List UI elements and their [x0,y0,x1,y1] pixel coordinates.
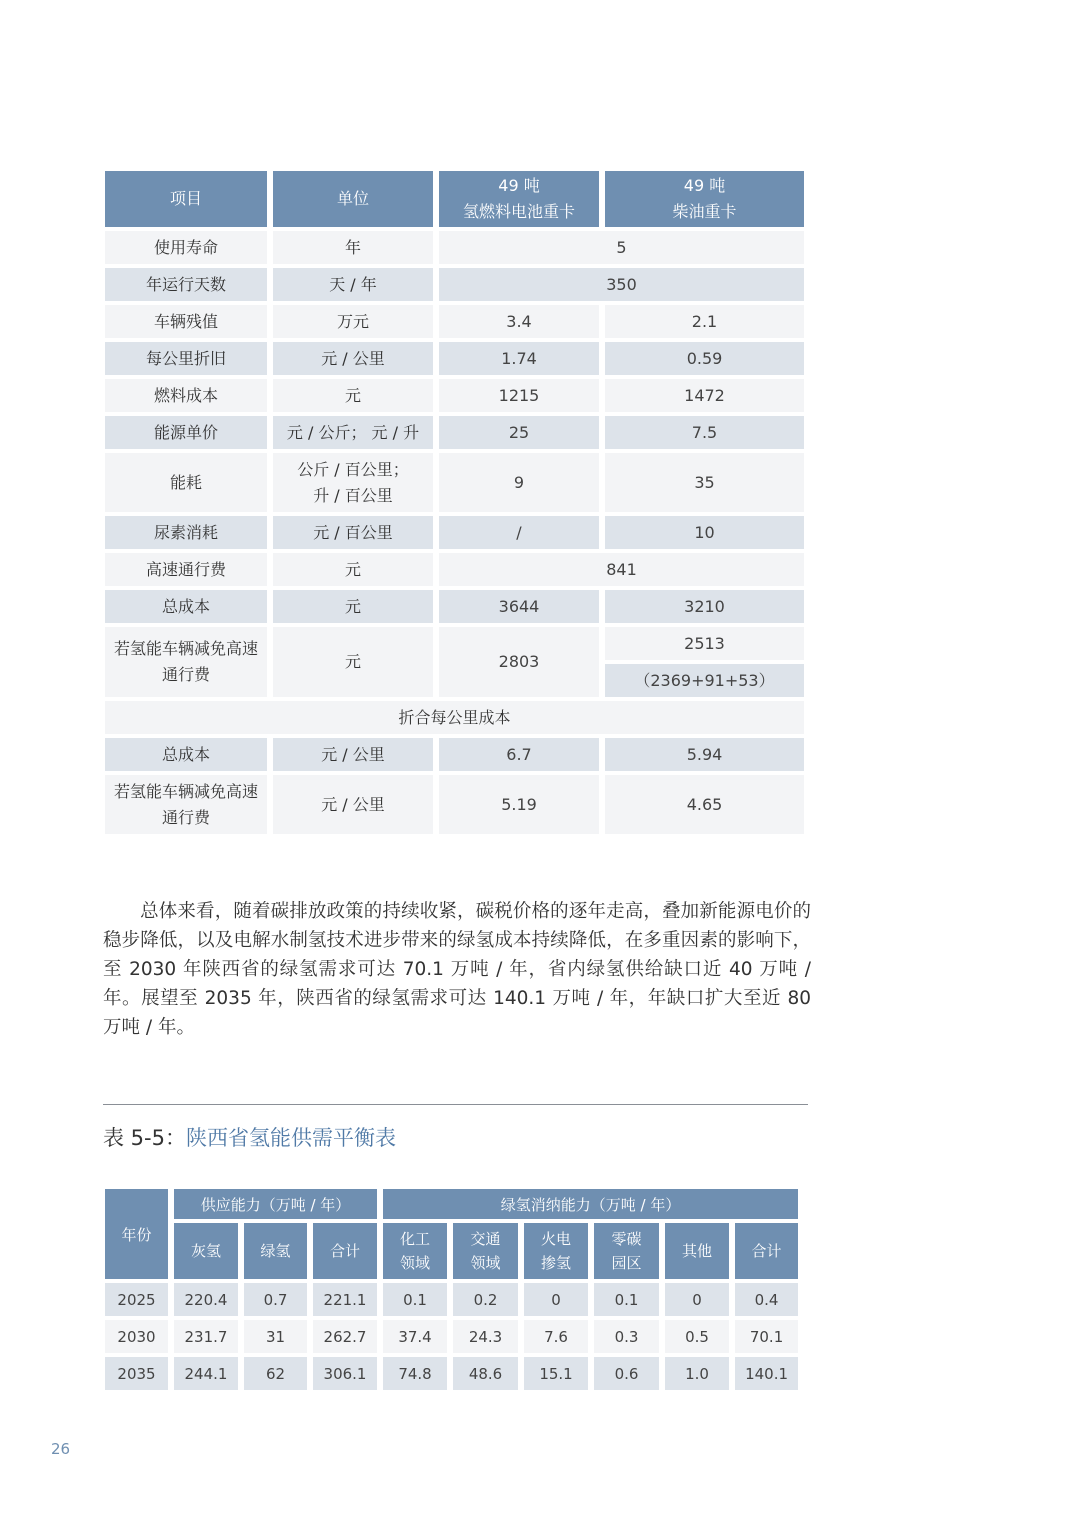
row-diesel-value: 2.1 [605,305,804,338]
cell: 140.1 [735,1357,798,1390]
table-row [105,738,804,771]
header-demand-total: 合计 [735,1223,798,1279]
header-diesel-truck: 49 吨 柴油重卡 [605,171,804,227]
header-chemical: 化工 领域 [383,1223,447,1279]
caption-number: 表 5-5： [103,1126,186,1150]
row-shared-value: 5 [439,231,804,264]
cell: 2030 [105,1320,168,1353]
cell: 0.5 [665,1320,729,1353]
row-unit: 元 / 百公里 [273,516,433,549]
table-caption [103,1122,396,1152]
row-shared-value: 841 [439,553,804,586]
cell: 221.1 [313,1283,377,1316]
header-grey-hydrogen: 灰氢 [174,1223,238,1279]
row-unit: 元 [273,627,433,697]
table-header-row [105,1189,798,1219]
table-row [105,1283,798,1316]
row-item: 若氢能车辆减免高速 通行费 [105,775,267,834]
header-item: 项目 [105,171,267,227]
row-diesel-note: （2369+91+53） [605,664,804,697]
row-item: 能源单价 [105,416,267,449]
header-green-hydrogen: 绿氢 [244,1223,307,1279]
row-item: 若氢能车辆减免高速 通行费 [105,627,267,697]
cell: 0.3 [594,1320,659,1353]
divider [103,1104,808,1105]
header-demand: 绿氢消纳能力（万吨 / 年） [383,1189,798,1219]
row-item: 燃料成本 [105,379,267,412]
row-item: 总成本 [105,738,267,771]
row-diesel-value: 35 [605,453,804,512]
row-shared-value: 350 [439,268,804,301]
page-number: 26 [51,1440,71,1458]
table-row [105,453,804,512]
row-diesel-value: 0.59 [605,342,804,375]
cell: 1.0 [665,1357,729,1390]
table-row [105,516,804,549]
table-row [105,1357,798,1390]
table-header-row [105,171,804,227]
cell: 48.6 [453,1357,518,1390]
row-unit: 元 / 公里 [273,342,433,375]
row-diesel-value: 3210 [605,590,804,623]
row-diesel-value: 4.65 [605,775,804,834]
table-row [105,590,804,623]
table-row [105,553,804,586]
row-unit: 元 [273,379,433,412]
cell: 0.7 [244,1283,307,1316]
row-diesel-value: 7.5 [605,416,804,449]
cell: 262.7 [313,1320,377,1353]
table-row [105,775,804,834]
row-item: 每公里折旧 [105,342,267,375]
truck-cost-table [99,167,810,838]
table-row [105,268,804,301]
row-diesel-value: 5.94 [605,738,804,771]
cell: 37.4 [383,1320,447,1353]
table-row [105,379,804,412]
row-hfc-value: 6.7 [439,738,599,771]
cell: 15.1 [524,1357,588,1390]
row-unit: 元 / 公里 [273,775,433,834]
table-row [105,416,804,449]
row-unit: 万元 [273,305,433,338]
cell: 0.6 [594,1357,659,1390]
row-item: 年运行天数 [105,268,267,301]
row-item: 总成本 [105,590,267,623]
row-item: 使用寿命 [105,231,267,264]
cell: 0 [665,1283,729,1316]
row-hfc-value: 3.4 [439,305,599,338]
cell: 0 [524,1283,588,1316]
section-row [105,701,804,734]
row-hfc-value: 2803 [439,627,599,697]
cell: 62 [244,1357,307,1390]
table-row [105,305,804,338]
supply-demand-table [99,1185,804,1394]
header-supply-total: 合计 [313,1223,377,1279]
cell: 244.1 [174,1357,238,1390]
row-unit: 公斤 / 百公里； 升 / 百公里 [273,453,433,512]
header-transport: 交通 领域 [453,1223,518,1279]
row-unit: 天 / 年 [273,268,433,301]
table-subheader-row [105,1223,798,1279]
section-title: 折合每公里成本 [105,701,804,734]
row-hfc-value: 3644 [439,590,599,623]
row-hfc-value: 9 [439,453,599,512]
row-hfc-value: / [439,516,599,549]
header-unit: 单位 [273,171,433,227]
row-diesel-value: 2513 [605,627,804,660]
table-row [105,342,804,375]
table-row [105,231,804,264]
cell: 220.4 [174,1283,238,1316]
row-unit: 元 [273,553,433,586]
row-item: 能耗 [105,453,267,512]
row-unit: 元 [273,590,433,623]
row-unit: 元 / 公斤； 元 / 升 [273,416,433,449]
header-other: 其他 [665,1223,729,1279]
cell: 2025 [105,1283,168,1316]
cell: 231.7 [174,1320,238,1353]
row-hfc-value: 25 [439,416,599,449]
row-hfc-value: 5.19 [439,775,599,834]
cell: 74.8 [383,1357,447,1390]
row-unit: 元 / 公里 [273,738,433,771]
header-year: 年份 [105,1189,168,1279]
caption-title: 陕西省氢能供需平衡表 [185,1126,396,1150]
cell: 24.3 [453,1320,518,1353]
table-row [105,627,804,660]
header-supply: 供应能力（万吨 / 年） [174,1189,377,1219]
row-hfc-value: 1.74 [439,342,599,375]
row-item: 尿素消耗 [105,516,267,549]
cell: 7.6 [524,1320,588,1353]
cell: 0.1 [594,1283,659,1316]
cell: 70.1 [735,1320,798,1353]
row-diesel-value: 10 [605,516,804,549]
cell: 306.1 [313,1357,377,1390]
cell: 31 [244,1320,307,1353]
header-power-blending: 火电 掺氢 [524,1223,588,1279]
cell: 0.2 [453,1283,518,1316]
body-paragraph: 总体来看，随着碳排放政策的持续收紧，碳税价格的逐年走高，叠加新能源电价的稳步降低，以及电解水制氢技术进步带来的绿氢成本持续降低，在多重因素的影响下，至 2030 年陕西省的绿氢需求可达 70.1 万吨 / 年，省内绿氢供给缺口近 40 万吨 / 年。展望至 2035 年，陕西省的绿氢需求可达 140.1 万吨 / 年，年缺口扩大至近 80 万吨 / 年。 [103,901,811,1038]
row-hfc-value: 1215 [439,379,599,412]
table-row [105,1320,798,1353]
cell: 0.4 [735,1283,798,1316]
header-hfc-truck: 49 吨 氢燃料电池重卡 [439,171,599,227]
row-item: 车辆残值 [105,305,267,338]
row-diesel-value: 1472 [605,379,804,412]
row-unit: 年 [273,231,433,264]
cell: 0.1 [383,1283,447,1316]
header-zero-carbon-park: 零碳 园区 [594,1223,659,1279]
row-item: 高速通行费 [105,553,267,586]
cell: 2035 [105,1357,168,1390]
